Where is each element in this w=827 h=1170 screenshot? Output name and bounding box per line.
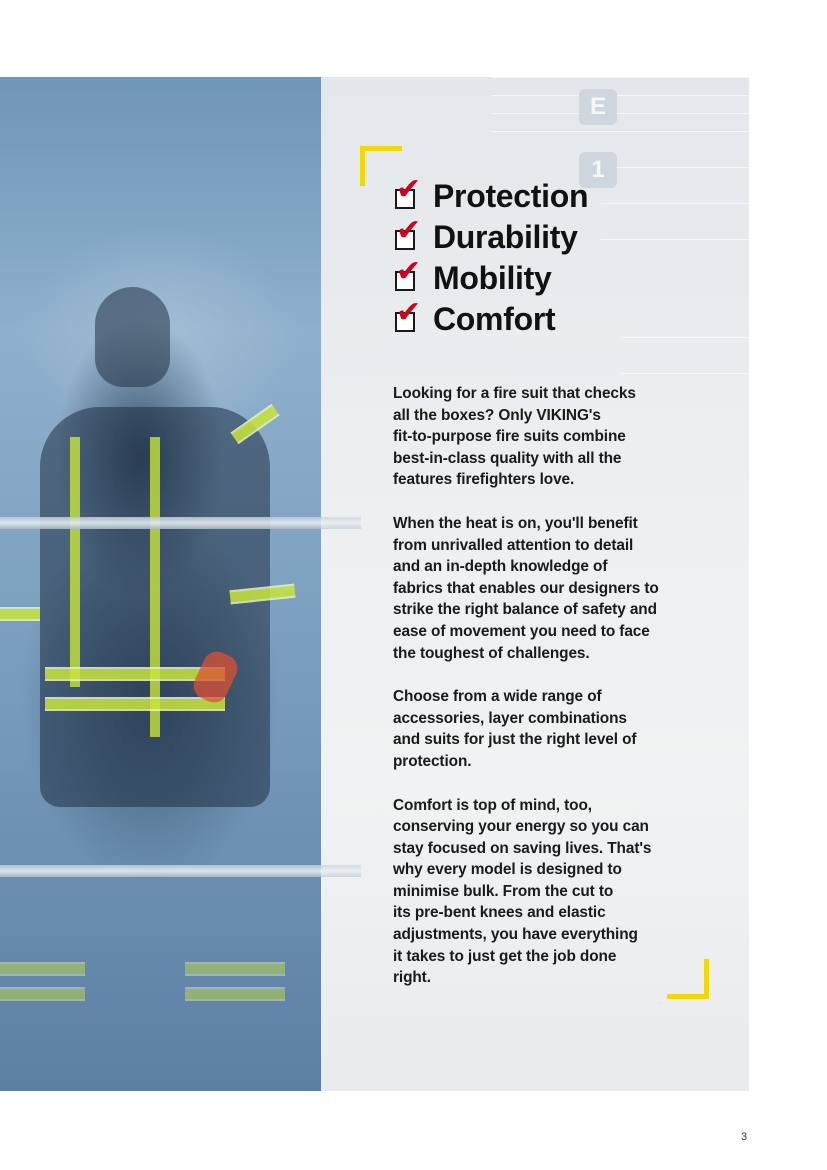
reflective-stripe xyxy=(150,437,160,737)
railing-bar xyxy=(0,865,321,877)
checkmark-icon: ✔ xyxy=(396,253,422,289)
checkbox-icon xyxy=(395,294,422,332)
checklist-item xyxy=(395,294,588,340)
checkbox-icon xyxy=(395,253,422,291)
reflective-stripe xyxy=(185,962,285,976)
body-paragraph: Choose from a wide range of accessories, layer combinations and suits for just the right level of protection. xyxy=(393,688,637,770)
feature-checklist xyxy=(395,171,589,340)
reflective-stripe xyxy=(185,987,285,1001)
checklist-label: Durability xyxy=(433,219,578,255)
reflective-stripe xyxy=(0,962,85,976)
checkmark-icon: ✔ xyxy=(396,171,422,207)
checkmark-icon: ✔ xyxy=(396,294,422,330)
wall-sign-letter: E xyxy=(579,89,617,125)
body-paragraph: Looking for a fire suit that checks all the boxes? Only VIKING's fit-to-purpose fire suits combine best-in-class quality with all the features firefighters love. xyxy=(393,385,636,489)
checklist-label: Mobility xyxy=(433,260,552,296)
checklist-item xyxy=(395,212,588,258)
checklist-label: Protection xyxy=(433,178,589,214)
body-copy xyxy=(393,383,713,1011)
firefighter-photo xyxy=(0,77,321,1091)
body-paragraph: Comfort is top of mind, too, conserving your energy so you can stay focused on saving lives. That's why every model is designed to minimise bulk. From the cut to its pre-bent knees and elastic adjustments, you have everything it takes to just get the job done right. xyxy=(393,796,652,987)
reflective-stripe xyxy=(45,697,225,711)
reflective-stripe xyxy=(0,607,40,621)
body-paragraph: When the heat is on, you'll benefit from unrivalled attention to detail and an in-depth knowledge of fabrics that enables our designers to strike the right balance of safety and ease of movement you need to face the toughest of challenges. xyxy=(393,514,659,662)
checkmark-icon: ✔ xyxy=(396,212,422,248)
reflective-stripe xyxy=(70,437,80,687)
checkbox-icon xyxy=(395,212,422,250)
railing-bar xyxy=(321,865,361,877)
checklist-item xyxy=(395,171,589,217)
railing-bar xyxy=(321,517,361,529)
wall-sign-number: 1 xyxy=(579,152,617,188)
checkbox-icon xyxy=(395,171,422,209)
checklist-label: Comfort xyxy=(433,301,556,337)
railing-bar xyxy=(0,517,321,529)
firefighter-helmet xyxy=(95,287,170,387)
reflective-stripe xyxy=(0,987,85,1001)
checklist-item xyxy=(395,253,588,299)
page-number: 3 xyxy=(741,1131,748,1143)
